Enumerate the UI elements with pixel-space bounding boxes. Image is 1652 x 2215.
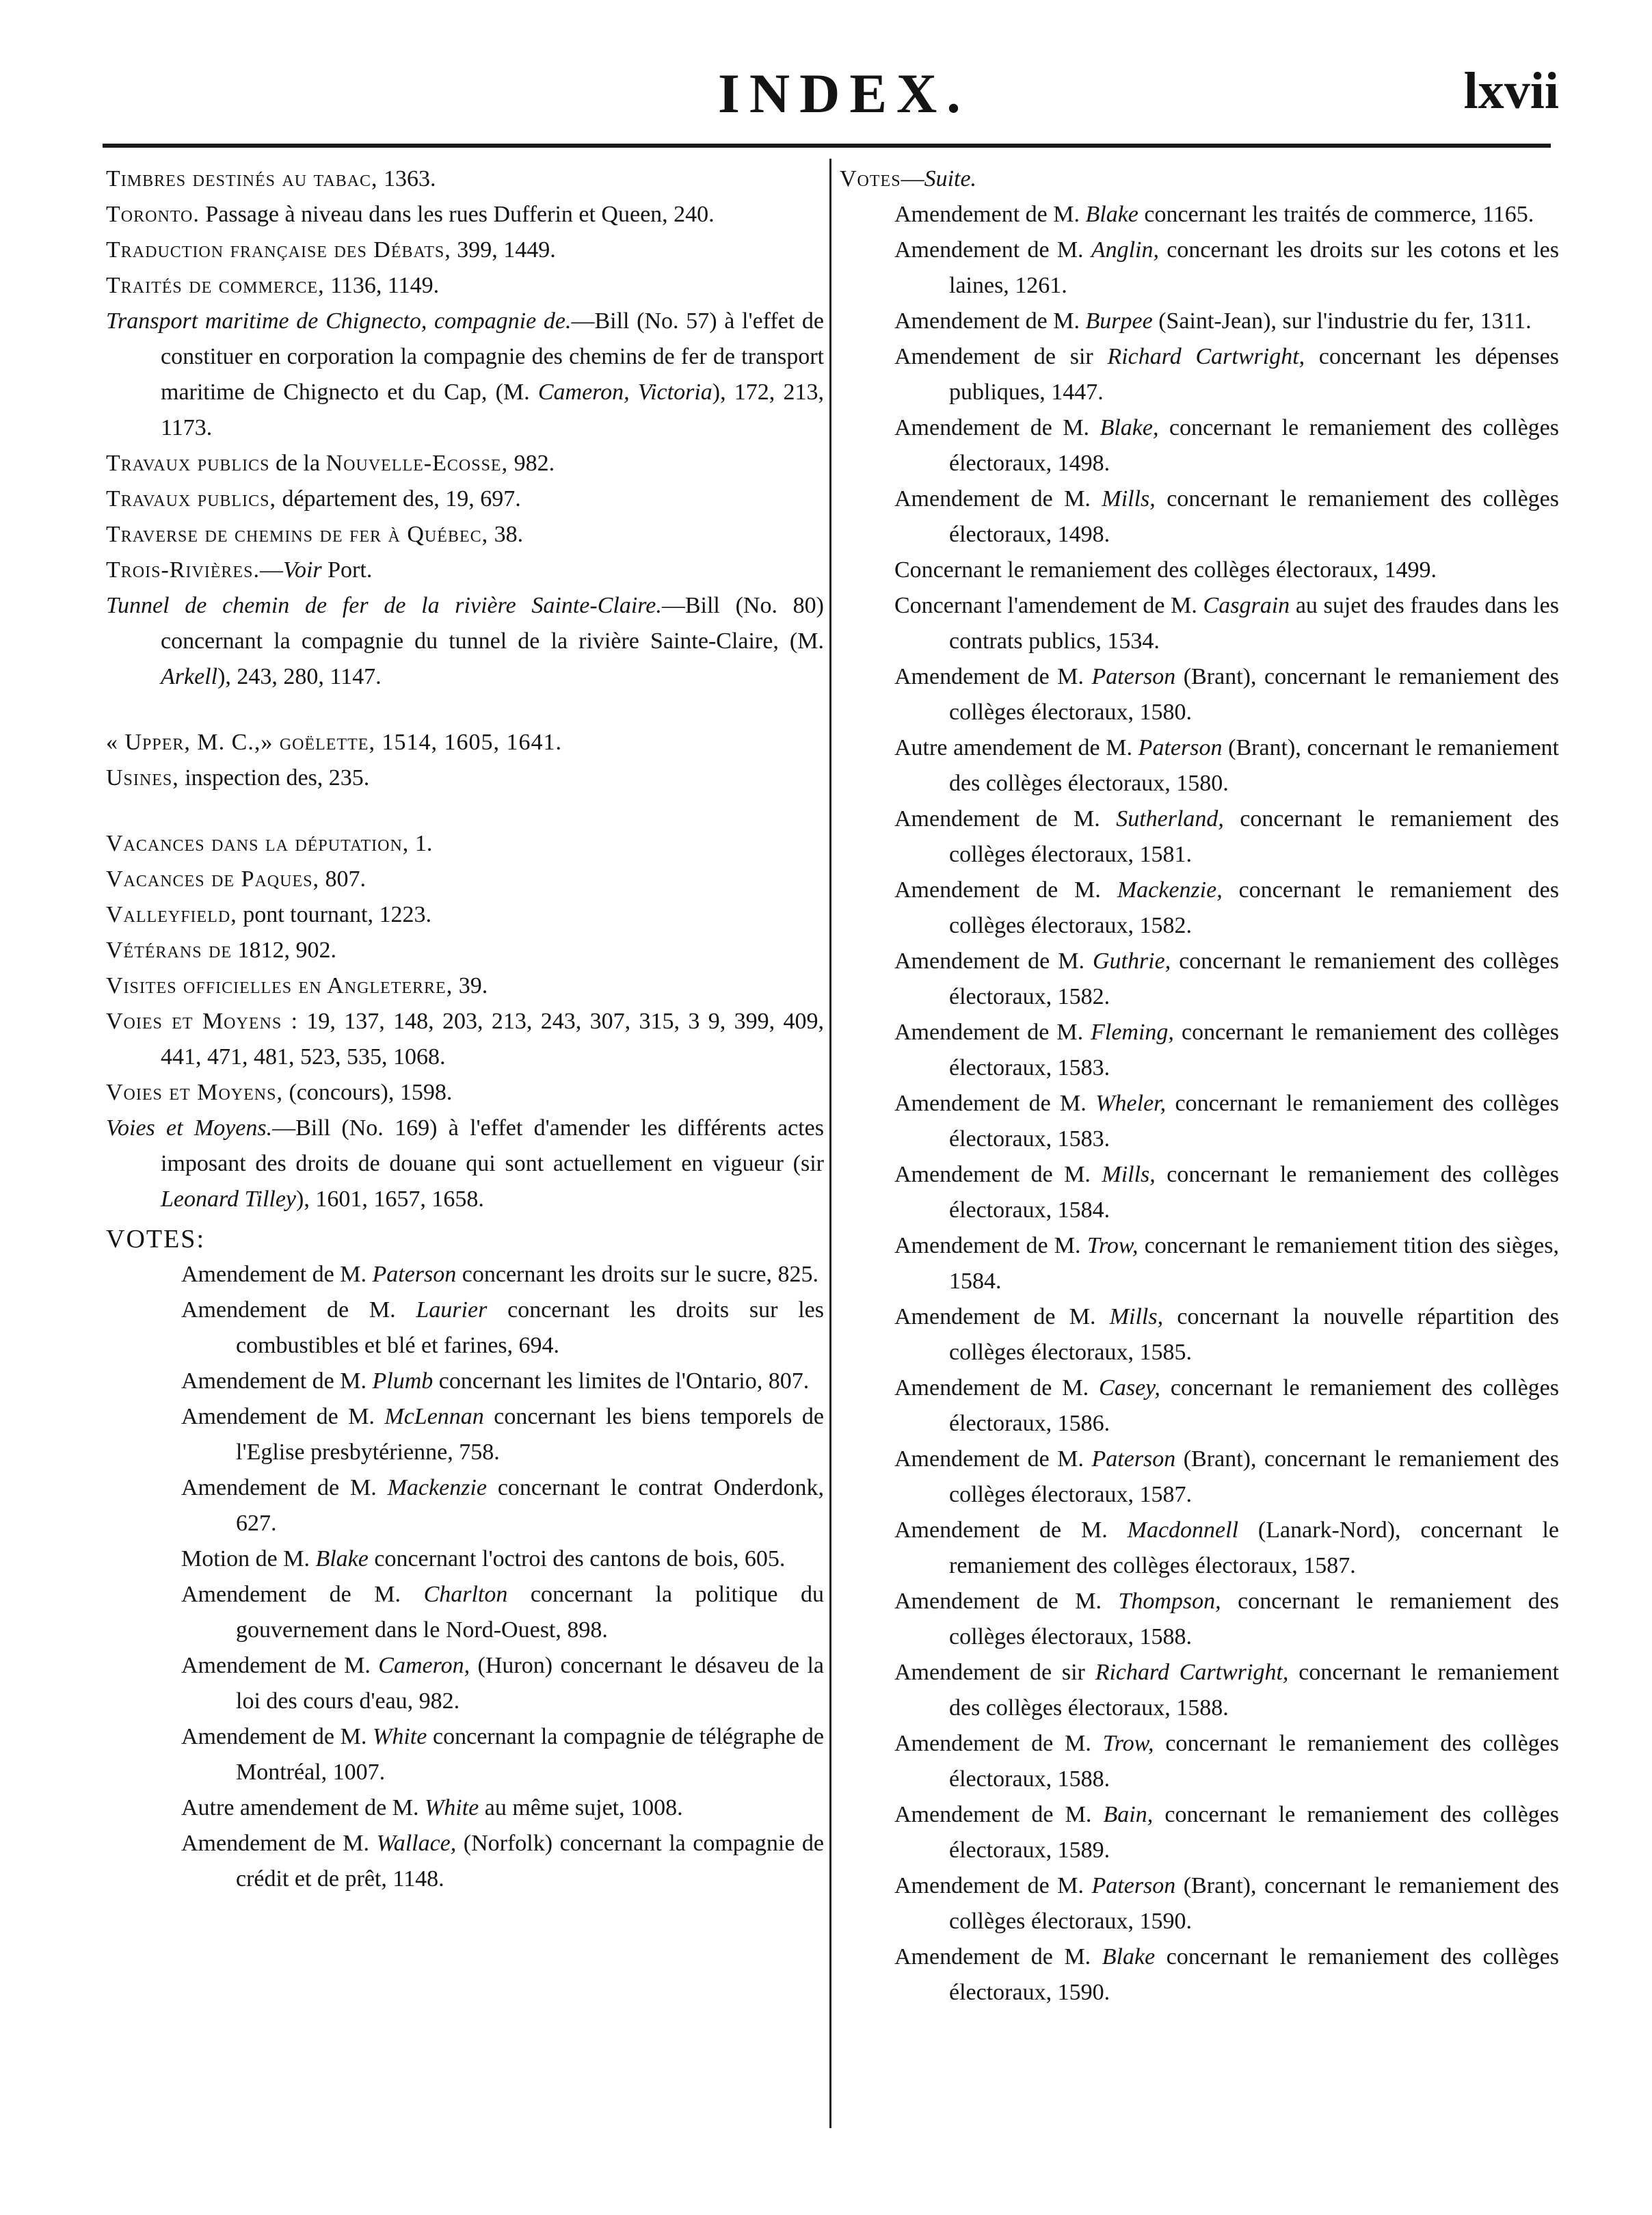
vote-entry: Amendement de M. Guthrie, concernant le remaniement des collèges électoraux, 1582. <box>894 949 1559 1009</box>
vote-entry: Amendement de M. Mills, concernant le remaniement des collèges électoraux, 1498. <box>894 486 1559 547</box>
column-divider <box>829 159 831 2128</box>
vote-entry: Amendement de M. Paterson (Brant), concernant le remaniement des collèges électoraux, 1587. <box>894 1446 1559 1507</box>
vote-entry: Motion de M. Blake concernant l'octroi des cantons de bois, 605. <box>181 1546 786 1571</box>
vote-entry: Amendement de M. Wallace, (Norfolk) concernant la compagnie de crédit et de prêt, 1148. <box>181 1831 824 1892</box>
vote-entry: Amendement de M. Paterson (Brant), concernant le remaniement des collèges électoraux, 1580. <box>894 664 1559 725</box>
vote-entry: Amendement de M. Trow, concernant le remaniement des collèges électoraux, 1588. <box>894 1731 1559 1792</box>
index-entry: Traverse de chemins de fer à Québec, 38. <box>106 522 524 547</box>
index-entry: Voies et Moyens : 19, 137, 148, 203, 213, 243, 307, 315, 3 9, 399, 409, 441, 471, 481, 523, 535, 1068. <box>106 1009 825 1070</box>
index-entry: Tunnel de chemin de fer de la rivière Sainte-Claire.—Bill (No. 80) concernant la compagnie du tunnel de la rivière Sainte-Claire, (M. Arkell), 243, 280, 1147. <box>106 593 825 689</box>
vote-entry: Amendement de M. Casey, concernant le remaniement des collèges électoraux, 1586. <box>894 1375 1559 1436</box>
vote-entry: Autre amendement de M. Paterson (Brant), concernant le remaniement des collèges électoraux, 1580. <box>894 735 1560 796</box>
index-entry: Vacances de Paques, 807. <box>106 866 366 892</box>
vote-entry: Amendement de M. Sutherland, concernant le remaniement des collèges électoraux, 1581. <box>894 806 1559 867</box>
vote-entry: Amendement de sir Richard Cartwright, concernant le remaniement des collèges électoraux, 1588. <box>894 1660 1560 1721</box>
index-entry: Vétérans de 1812, 902. <box>106 938 337 963</box>
vote-entry: Amendement de M. Wheler, concernant le remaniement des collèges électoraux, 1583. <box>894 1091 1559 1152</box>
vote-entry: Amendement de M. McLennan concernant les biens temporels de l'Eglise presbytérienne, 758. <box>181 1404 824 1465</box>
page-number: lxvii <box>1463 62 1559 120</box>
index-entry: Visites officielles en Angleterre, 39. <box>106 973 488 998</box>
index-entry: Travaux publics, département des, 19, 697. <box>106 486 521 512</box>
index-entry: Usines, inspection des, 235. <box>106 765 370 791</box>
vote-entry: Amendement de sir Richard Cartwright, concernant les dépenses publiques, 1447. <box>894 344 1559 405</box>
index-entry: Traités de commerce, 1136, 1149. <box>106 273 440 298</box>
page-title: INDEX. <box>718 62 970 124</box>
header-rule <box>103 144 1551 148</box>
index-entry: Vacances dans la députation, 1. <box>106 831 433 856</box>
vote-entry: Amendement de M. Fleming, concernant le remaniement des collèges électoraux, 1583. <box>894 1020 1560 1080</box>
right-column <box>840 161 1559 2011</box>
vote-entry: Amendement de M. Bain, concernant le remaniement des collèges électoraux, 1589. <box>894 1802 1559 1863</box>
vote-entry: Amendement de M. Macdonnell (Lanark-Nord), concernant le remaniement des collèges électoraux, 1587. <box>894 1517 1559 1578</box>
vote-entry: Amendement de M. Blake concernant les traités de commerce, 1165. <box>894 202 1534 227</box>
vote-entry: Amendement de M. Laurier concernant les droits sur les combustibles et blé et farines, 694. <box>181 1297 824 1358</box>
vote-entry: Concernant l'amendement de M. Casgrain au sujet des fraudes dans les contrats publics, 1534. <box>894 593 1559 654</box>
vote-entry: Amendement de M. Thompson, concernant le remaniement des collèges électoraux, 1588. <box>894 1589 1559 1649</box>
vote-entry: Amendement de M. Blake, concernant le remaniement des collèges électoraux, 1498. <box>894 415 1559 476</box>
vote-entry: Amendement de M. White concernant la compagnie de télégraphe de Montréal, 1007. <box>181 1724 824 1785</box>
left-column <box>106 161 824 1897</box>
vote-entry: Amendement de M. Plumb concernant les limites de l'Ontario, 807. <box>181 1368 810 1394</box>
index-entry: Trois-Rivières.—Voir Port. <box>106 557 373 583</box>
vote-entry: Amendement de M. Burpee (Saint-Jean), sur l'industrie du fer, 1311. <box>894 308 1532 334</box>
index-entry: Voies et Moyens.—Bill (No. 169) à l'effet d'amender les différents actes imposant des droits de douane qui sont actuellement en vigueur (sir Leonard Tilley), 1601, 1657, 1658. <box>106 1115 824 1212</box>
index-entry: Toronto. Passage à niveau dans les rues Dufferin et Queen, 240. <box>106 202 715 227</box>
vote-entry: Amendement de M. Cameron, (Huron) concernant le désaveu de la loi des cours d'eau, 982. <box>181 1653 824 1714</box>
vote-entry: Amendement de M. Mills, concernant le remaniement des collèges électoraux, 1584. <box>894 1162 1559 1223</box>
votes-continued-heading: Votes—Suite. <box>840 166 977 191</box>
votes-heading: VOTES: <box>106 1225 205 1254</box>
index-entry: Traduction française des Débats, 399, 1449. <box>106 237 556 263</box>
votes-list <box>106 1257 824 1897</box>
vote-entry: Amendement de M. Blake concernant le remaniement des collèges électoraux, 1590. <box>894 1944 1559 2005</box>
index-entry: Voies et Moyens, (concours), 1598. <box>106 1080 453 1105</box>
vote-entry: Amendement de M. Mills, concernant la nouvelle répartition des collèges électoraux, 1585. <box>894 1304 1559 1365</box>
vote-entry: Amendement de M. Paterson (Brant), concernant le remaniement des collèges électoraux, 1590. <box>894 1873 1559 1934</box>
votes-list <box>840 197 1559 2011</box>
index-entry: « Upper, M. C.,» goëlette, 1514, 1605, 1641. <box>106 730 562 755</box>
index-entry: Valleyfield, pont tournant, 1223. <box>106 902 431 927</box>
vote-entry: Concernant le remaniement des collèges électoraux, 1499. <box>894 557 1437 583</box>
index-entry: Timbres destinés au tabac, 1363. <box>106 166 436 191</box>
vote-entry: Amendement de M. Trow, concernant le remaniement tition des sièges, 1584. <box>894 1233 1559 1294</box>
index-entry: Transport maritime de Chignecto, compagnie de.—Bill (No. 57) à l'effet de constituer en corporation la compagnie des chemins de fer de transport maritime de Chignecto et du Cap, (M. Cameron, Victoria), 172, 213, 1173. <box>106 308 824 440</box>
vote-entry: Amendement de M. Anglin, concernant les droits sur les cotons et les laines, 1261. <box>894 237 1559 298</box>
vote-entry: Amendement de M. Paterson concernant les droits sur le sucre, 825. <box>181 1262 818 1287</box>
vote-entry: Autre amendement de M. White au même sujet, 1008. <box>181 1795 683 1820</box>
page-header <box>103 62 1559 137</box>
vote-entry: Amendement de M. Mackenzie concernant le contrat Onderdonk, 627. <box>181 1475 824 1536</box>
vote-entry: Amendement de M. Mackenzie, concernant le remaniement des collèges électoraux, 1582. <box>894 877 1559 938</box>
index-entry: Travaux publics de la Nouvelle-Ecosse, 982. <box>106 451 555 476</box>
vote-entry: Amendement de M. Charlton concernant la politique du gouvernement dans le Nord-Ouest, 898. <box>181 1582 825 1643</box>
